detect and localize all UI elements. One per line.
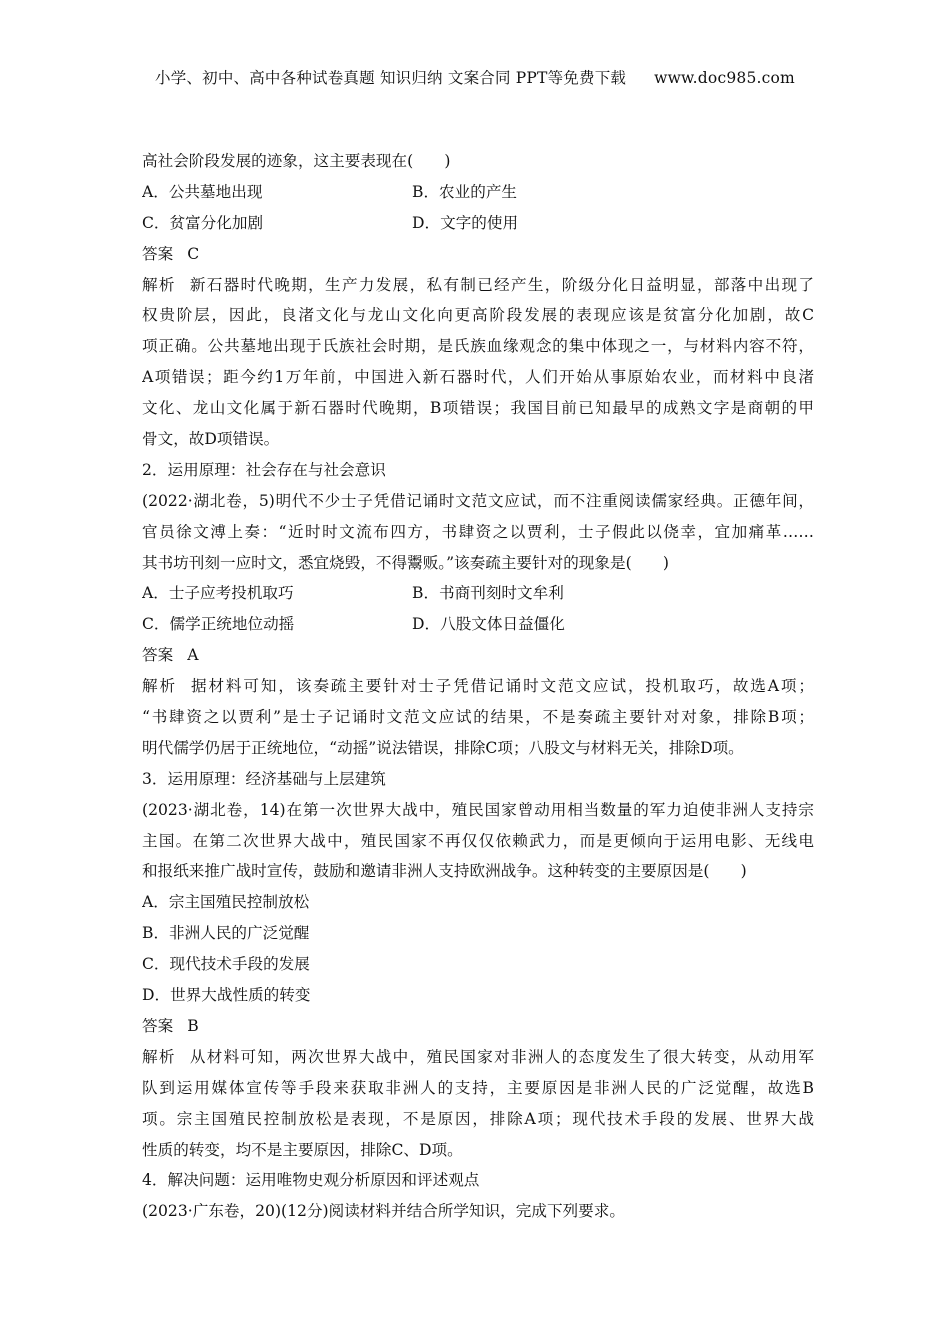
answer-label: 答案 [142,646,174,665]
q1-option-a: A．公共墓地出现 [142,182,263,201]
q3-stem-line: 和报纸来推广战时宣传，鼓励和邀请非洲人支持欧洲战争。这种转变的主要原因是( ) [142,862,747,881]
q3-stem-line: (2023·湖北卷，14)在第一次世界大战中，殖民国家曾动用相当数量的军力迫使非洲人支持宗 [142,800,814,819]
q2-option-a: A．士子应考投机取巧 [142,584,294,603]
q3-option-d: D．世界大战性质的转变 [142,986,311,1005]
q2-analysis-line: 明代儒学仍居于正统地位，“动摇”说法错误，排除C项；八股文与材料无关，排除D项。 [142,738,744,757]
answer-value: B [187,1016,199,1035]
analysis-label: 解析 [142,677,177,696]
q3-title: 3．运用原理：经济基础与上层建筑 [142,769,386,788]
answer-label: 答案 [142,1016,174,1035]
q1-analysis-line [142,270,814,301]
analysis-text: 新石器时代晚期，生产力发展，私有制已经产生，阶级分化日益明显，部落中出现了 [189,275,814,294]
q4-title: 4．解决问题：运用唯物史观分析原因和评述观点 [142,1171,480,1190]
q2-analysis-line: “书肆资之以贾利”是士子记诵时文范文应试的结果，不是奏疏主要针对对象，排除B项； [142,708,814,727]
q3-analysis-line: 队到运用媒体宣传等手段来获取非洲人的支持，主要原因是非洲人民的广泛觉醒，故选B [142,1078,814,1097]
q1-option-d: D．文字的使用 [412,213,519,232]
q3-option-c: C．现代技术手段的发展 [142,955,310,974]
q1-analysis-line: 文化、龙山文化属于新石器时代晚期，B项错误；我国目前已知最早的成熟文字是商朝的甲 [142,399,814,418]
q3-stem-line: 主国。在第二次世界大战中，殖民国家不再仅仅依赖武力，而是更倾向于运用电影、无线电 [142,831,814,850]
analysis-label: 解析 [142,1047,176,1066]
answer-value: C [187,244,200,263]
q2-title: 2．运用原理：社会存在与社会意识 [142,460,386,479]
q2-option-d: D．八股文体日益僵化 [412,615,565,634]
q2-stem-line: 其书坊刊刻一应时文，悉宜烧毁，不得鬻贩。”该奏疏主要针对的现象是( ) [142,553,669,572]
q3-answer [142,1011,814,1042]
q1-answer [142,239,814,270]
header-text: 小学、初中、高中各种试卷真题 知识归纳 文案合同 PPT等免费下载 [155,69,627,87]
analysis-label: 解析 [142,275,176,294]
q2-stem-line: 官员徐文溥上奏：“近时时文流布四方，书肆资之以贾利，士子假此以侥幸，宜加痛革…… [142,522,814,541]
q1-analysis-line: 权贵阶层，因此，良渚文化与龙山文化向更高阶段发展的表现应该是贫富分化加剧，故C [142,306,814,325]
q1-option-b: B．农业的产生 [412,182,518,201]
q4-stem: (2023·广东卷，20)(12分)阅读材料并结合所学知识，完成下列要求。 [142,1202,625,1221]
answer-value: A [187,646,199,665]
q3-option-a: A．宗主国殖民控制放松 [142,893,310,912]
q2-option-c: C．儒学正统地位动摇 [142,615,295,634]
q1-analysis-line: 项正确。公共墓地出现于氏族社会时期，是氏族血缘观念的集中体现之一，与材料内容不符， [142,337,814,356]
q1-analysis-line: A项错误；距今约1万年前，中国进入新石器时代，人们开始从事原始农业，而材料中良渚 [142,368,814,387]
q2-option-b: B．书商刊刻时文牟利 [412,584,564,603]
q3-analysis-line [142,1042,814,1073]
q1-stem: 高社会阶段发展的迹象，这主要表现在( ) [142,152,451,170]
q2-options-row [142,578,814,609]
q2-analysis-line [142,671,814,702]
page-header [0,66,950,88]
q1-options-row [142,208,814,239]
q3-option-b: B．非洲人民的广泛觉醒 [142,924,310,943]
q2-options-row [142,609,814,640]
q2-stem-line: (2022·湖北卷，5)明代不少士子凭借记诵时文范文应试，而不注重阅读儒家经典。正德年间， [142,491,814,510]
q1-analysis-line: 骨文，故D项错误。 [142,430,280,449]
q3-analysis-line: 性质的转变，均不是主要原因，排除C、D项。 [142,1140,463,1159]
q1-option-c: C．贫富分化加剧 [142,213,264,232]
analysis-text: 据材料可知，该奏疏主要针对士子凭借记诵时文范文应试，投机取巧，故选A项； [190,677,814,696]
q2-answer [142,640,814,671]
document-body [142,146,814,1227]
answer-label: 答案 [142,244,174,263]
q3-analysis-line: 项。宗主国殖民控制放松是表现，不是原因，排除A项；现代技术手段的发展、世界大战 [142,1109,814,1128]
q1-options-row [142,177,814,208]
analysis-text: 从材料可知，两次世界大战中，殖民国家对非洲人的态度发生了很大转变，从动用军 [189,1047,814,1066]
header-url: www.doc985.com [654,69,795,87]
